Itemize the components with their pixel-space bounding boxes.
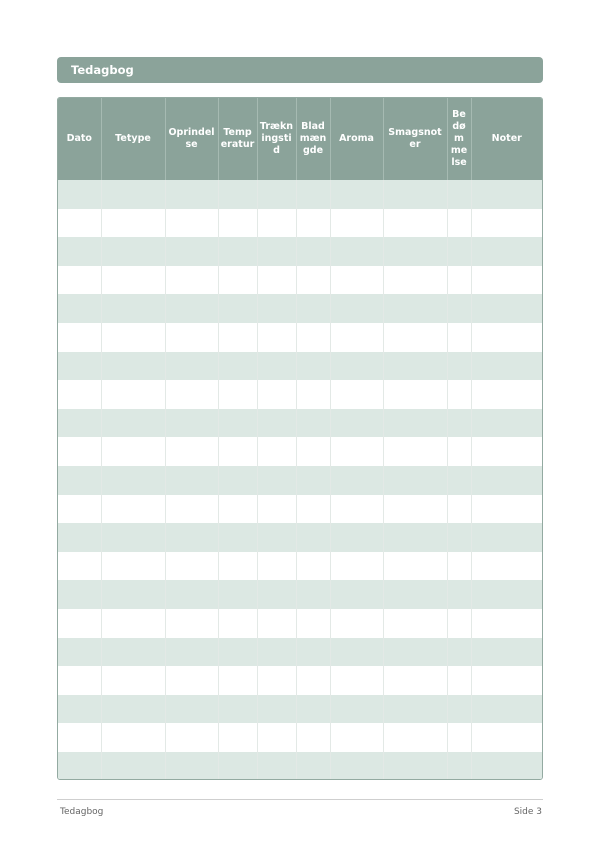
table-cell[interactable]: [383, 495, 447, 524]
table-cell[interactable]: [101, 323, 165, 352]
table-cell[interactable]: [330, 523, 383, 552]
table-cell[interactable]: [296, 323, 330, 352]
table-cell[interactable]: [447, 495, 471, 524]
table-cell[interactable]: [330, 638, 383, 667]
table-cell[interactable]: [296, 695, 330, 724]
table-row: [58, 323, 542, 352]
table-cell[interactable]: [58, 380, 101, 409]
table-cell[interactable]: [330, 666, 383, 695]
table-cell[interactable]: [101, 294, 165, 323]
table-row: [58, 609, 542, 638]
table-cell[interactable]: [471, 552, 542, 581]
table-cell[interactable]: [471, 723, 542, 752]
table-cell[interactable]: [218, 437, 257, 466]
table-cell[interactable]: [101, 266, 165, 295]
table-row: [58, 209, 542, 238]
column-header-traekningstid: Trækningstid: [257, 98, 296, 180]
column-header-bladmaengde: Bladmængde: [296, 98, 330, 180]
table-cell[interactable]: [257, 209, 296, 238]
table-cell[interactable]: [330, 723, 383, 752]
table-cell[interactable]: [383, 638, 447, 667]
table-cell[interactable]: [58, 180, 101, 209]
table-cell[interactable]: [101, 638, 165, 667]
table-cell[interactable]: [58, 437, 101, 466]
table-cell[interactable]: [330, 437, 383, 466]
table-cell[interactable]: [330, 409, 383, 438]
footer-title: Tedagbog: [60, 807, 104, 817]
table-cell[interactable]: [296, 552, 330, 581]
table-cell[interactable]: [165, 609, 218, 638]
table-cell[interactable]: [101, 352, 165, 381]
table-cell[interactable]: [471, 237, 542, 266]
table-cell[interactable]: [296, 209, 330, 238]
table-cell[interactable]: [383, 552, 447, 581]
table-cell[interactable]: [218, 752, 257, 780]
table-cell[interactable]: [218, 237, 257, 266]
log-table: [57, 97, 543, 780]
table-cell[interactable]: [257, 523, 296, 552]
table-cell[interactable]: [165, 695, 218, 724]
table-cell[interactable]: [330, 180, 383, 209]
table-cell[interactable]: [165, 466, 218, 495]
table-cell[interactable]: [471, 638, 542, 667]
table-cell[interactable]: [383, 723, 447, 752]
table-cell[interactable]: [257, 695, 296, 724]
table-cell[interactable]: [101, 580, 165, 609]
table-cell[interactable]: [330, 352, 383, 381]
table-cell[interactable]: [296, 437, 330, 466]
table-row: [58, 466, 542, 495]
table-cell[interactable]: [330, 209, 383, 238]
table-cell[interactable]: [447, 209, 471, 238]
table-cell[interactable]: [471, 380, 542, 409]
table-cell[interactable]: [165, 495, 218, 524]
table-cell[interactable]: [447, 552, 471, 581]
table-cell[interactable]: [296, 523, 330, 552]
page-title: Tedagbog: [71, 63, 134, 77]
table-cell[interactable]: [447, 266, 471, 295]
table-cell[interactable]: [296, 380, 330, 409]
table-cell[interactable]: [383, 266, 447, 295]
table-cell[interactable]: [101, 666, 165, 695]
table-cell[interactable]: [218, 209, 257, 238]
table-row: [58, 552, 542, 581]
column-header-aroma: Aroma: [330, 98, 383, 180]
column-header-temperatur: Temperatur: [218, 98, 257, 180]
table-cell[interactable]: [101, 609, 165, 638]
table-cell[interactable]: [257, 266, 296, 295]
table-cell[interactable]: [58, 466, 101, 495]
table-cell[interactable]: [218, 666, 257, 695]
table-cell[interactable]: [471, 495, 542, 524]
table-cell[interactable]: [58, 209, 101, 238]
table-row: [58, 437, 542, 466]
table-row: [58, 352, 542, 381]
column-header-bedommelse: Bedømmelse: [447, 98, 471, 180]
table-cell[interactable]: [383, 437, 447, 466]
table-cell[interactable]: [257, 638, 296, 667]
table-cell[interactable]: [330, 237, 383, 266]
table-cell[interactable]: [471, 523, 542, 552]
table-cell[interactable]: [447, 437, 471, 466]
table-cell[interactable]: [296, 638, 330, 667]
table-cell[interactable]: [165, 323, 218, 352]
table-cell[interactable]: [296, 266, 330, 295]
table-cell[interactable]: [218, 495, 257, 524]
table-cell[interactable]: [296, 666, 330, 695]
table-cell[interactable]: [383, 609, 447, 638]
table-cell[interactable]: [218, 695, 257, 724]
table-cell[interactable]: [471, 323, 542, 352]
table-cell[interactable]: [101, 180, 165, 209]
column-header-tetype: Tetype: [101, 98, 165, 180]
table-cell[interactable]: [330, 495, 383, 524]
table-cell[interactable]: [58, 580, 101, 609]
table-cell[interactable]: [471, 180, 542, 209]
table-row: [58, 752, 542, 780]
table-cell[interactable]: [101, 380, 165, 409]
table-cell[interactable]: [218, 409, 257, 438]
table-row: [58, 409, 542, 438]
table-cell[interactable]: [471, 409, 542, 438]
table-cell[interactable]: [218, 294, 257, 323]
table-cell[interactable]: [165, 666, 218, 695]
table-cell[interactable]: [58, 323, 101, 352]
table-cell[interactable]: [257, 294, 296, 323]
table-cell[interactable]: [330, 695, 383, 724]
table-cell[interactable]: [101, 495, 165, 524]
table-cell[interactable]: [165, 237, 218, 266]
table-cell[interactable]: [257, 752, 296, 780]
table-cell[interactable]: [471, 666, 542, 695]
table-cell[interactable]: [257, 352, 296, 381]
table-cell[interactable]: [101, 723, 165, 752]
table-cell[interactable]: [447, 752, 471, 780]
table-row: [58, 695, 542, 724]
table-cell[interactable]: [383, 666, 447, 695]
table-cell[interactable]: [330, 609, 383, 638]
table-cell[interactable]: [218, 638, 257, 667]
table-cell[interactable]: [471, 294, 542, 323]
table-cell[interactable]: [330, 323, 383, 352]
table-cell[interactable]: [296, 752, 330, 780]
table-row: [58, 237, 542, 266]
table-cell[interactable]: [447, 523, 471, 552]
table-cell[interactable]: [330, 752, 383, 780]
table-cell[interactable]: [101, 752, 165, 780]
table-cell[interactable]: [58, 752, 101, 780]
table-cell[interactable]: [165, 266, 218, 295]
table-cell[interactable]: [257, 580, 296, 609]
table-cell[interactable]: [218, 352, 257, 381]
table-cell[interactable]: [447, 723, 471, 752]
table-cell[interactable]: [383, 523, 447, 552]
table-cell[interactable]: [58, 266, 101, 295]
table-cell[interactable]: [383, 380, 447, 409]
table-cell[interactable]: [165, 523, 218, 552]
table-cell[interactable]: [257, 437, 296, 466]
table-cell[interactable]: [330, 552, 383, 581]
table-cell[interactable]: [447, 323, 471, 352]
table-row: [58, 580, 542, 609]
table-row: [58, 180, 542, 209]
table-cell[interactable]: [296, 352, 330, 381]
table-row: [58, 723, 542, 752]
table-cell[interactable]: [383, 209, 447, 238]
table-cell[interactable]: [165, 723, 218, 752]
table-cell[interactable]: [218, 552, 257, 581]
table-cell[interactable]: [218, 609, 257, 638]
table-row: [58, 266, 542, 295]
table-cell[interactable]: [447, 609, 471, 638]
table-cell[interactable]: [257, 180, 296, 209]
table-cell[interactable]: [218, 466, 257, 495]
table-cell[interactable]: [471, 609, 542, 638]
table-cell[interactable]: [383, 323, 447, 352]
table-row: [58, 294, 542, 323]
table-cell[interactable]: [447, 695, 471, 724]
table-cell[interactable]: [383, 695, 447, 724]
table-cell[interactable]: [257, 495, 296, 524]
table-cell[interactable]: [101, 523, 165, 552]
table-cell[interactable]: [447, 666, 471, 695]
table-cell[interactable]: [383, 752, 447, 780]
table-cell[interactable]: [383, 466, 447, 495]
table-body: [58, 180, 542, 780]
table-row: [58, 495, 542, 524]
table-cell[interactable]: [447, 466, 471, 495]
table-cell[interactable]: [383, 180, 447, 209]
table-cell[interactable]: [218, 323, 257, 352]
table-cell[interactable]: [330, 380, 383, 409]
table-cell[interactable]: [58, 523, 101, 552]
table-cell[interactable]: [165, 294, 218, 323]
table-cell[interactable]: [296, 409, 330, 438]
table-cell[interactable]: [330, 294, 383, 323]
table-cell[interactable]: [330, 466, 383, 495]
table-cell[interactable]: [165, 638, 218, 667]
table-cell[interactable]: [218, 180, 257, 209]
table-cell[interactable]: [58, 723, 101, 752]
table-cell[interactable]: [447, 352, 471, 381]
table-cell[interactable]: [447, 294, 471, 323]
table-cell[interactable]: [101, 409, 165, 438]
table-cell[interactable]: [471, 437, 542, 466]
footer-divider: [57, 799, 543, 800]
table-cell[interactable]: [296, 609, 330, 638]
table-cell[interactable]: [101, 552, 165, 581]
table-cell[interactable]: [296, 237, 330, 266]
table-cell[interactable]: [296, 495, 330, 524]
column-header-dato: Dato: [58, 98, 101, 180]
table-cell[interactable]: [257, 552, 296, 581]
table-row: [58, 638, 542, 667]
table-cell[interactable]: [257, 609, 296, 638]
table-cell[interactable]: [296, 723, 330, 752]
table-cell[interactable]: [58, 237, 101, 266]
table-cell[interactable]: [383, 580, 447, 609]
table-cell[interactable]: [101, 437, 165, 466]
column-header-oprindelse: Oprindelse: [165, 98, 218, 180]
table-cell[interactable]: [471, 580, 542, 609]
table-cell[interactable]: [101, 695, 165, 724]
table-cell[interactable]: [296, 294, 330, 323]
table-cell[interactable]: [383, 409, 447, 438]
table-cell[interactable]: [471, 266, 542, 295]
table-cell[interactable]: [58, 638, 101, 667]
table-row: [58, 666, 542, 695]
table-cell[interactable]: [165, 352, 218, 381]
table-cell[interactable]: [58, 409, 101, 438]
table-cell[interactable]: [471, 352, 542, 381]
table-cell[interactable]: [257, 380, 296, 409]
table-cell[interactable]: [447, 580, 471, 609]
table-cell[interactable]: [257, 723, 296, 752]
table-cell[interactable]: [296, 580, 330, 609]
table-cell[interactable]: [383, 237, 447, 266]
table-cell[interactable]: [101, 209, 165, 238]
table-cell[interactable]: [165, 209, 218, 238]
table-cell[interactable]: [58, 495, 101, 524]
table-cell[interactable]: [296, 180, 330, 209]
table-cell[interactable]: [296, 466, 330, 495]
table-cell[interactable]: [257, 466, 296, 495]
table-cell[interactable]: [471, 695, 542, 724]
table-cell[interactable]: [447, 237, 471, 266]
table-cell[interactable]: [165, 380, 218, 409]
table-cell[interactable]: [101, 466, 165, 495]
table-cell[interactable]: [101, 237, 165, 266]
column-header-smagsnoter: Smagsnoter: [383, 98, 447, 180]
table-header-row: [58, 98, 542, 180]
table-row: [58, 523, 542, 552]
table-cell[interactable]: [257, 323, 296, 352]
table-cell[interactable]: [471, 209, 542, 238]
table-cell[interactable]: [58, 352, 101, 381]
table-cell[interactable]: [58, 695, 101, 724]
table-cell[interactable]: [218, 580, 257, 609]
table-cell[interactable]: [447, 180, 471, 209]
table-cell[interactable]: [257, 237, 296, 266]
table-cell[interactable]: [447, 409, 471, 438]
table-cell[interactable]: [383, 352, 447, 381]
table-cell[interactable]: [218, 266, 257, 295]
column-header-noter: Noter: [471, 98, 542, 180]
table-cell[interactable]: [471, 466, 542, 495]
table-cell[interactable]: [330, 266, 383, 295]
table-cell[interactable]: [471, 752, 542, 780]
table-cell[interactable]: [218, 380, 257, 409]
table-cell[interactable]: [257, 409, 296, 438]
table-cell[interactable]: [58, 552, 101, 581]
table-cell[interactable]: [165, 437, 218, 466]
page-number: Side 3: [513, 807, 542, 817]
title-bar: [57, 57, 543, 83]
table-cell[interactable]: [165, 180, 218, 209]
table-cell[interactable]: [165, 580, 218, 609]
table-cell[interactable]: [257, 666, 296, 695]
table-row: [58, 380, 542, 409]
table-cell[interactable]: [165, 409, 218, 438]
table-cell[interactable]: [218, 723, 257, 752]
table-cell[interactable]: [218, 523, 257, 552]
table-cell[interactable]: [58, 609, 101, 638]
table-cell[interactable]: [58, 294, 101, 323]
table-cell[interactable]: [383, 294, 447, 323]
table-cell[interactable]: [447, 380, 471, 409]
table-cell[interactable]: [58, 666, 101, 695]
table-cell[interactable]: [165, 752, 218, 780]
table-cell[interactable]: [447, 638, 471, 667]
table-cell[interactable]: [165, 552, 218, 581]
table-cell[interactable]: [330, 580, 383, 609]
